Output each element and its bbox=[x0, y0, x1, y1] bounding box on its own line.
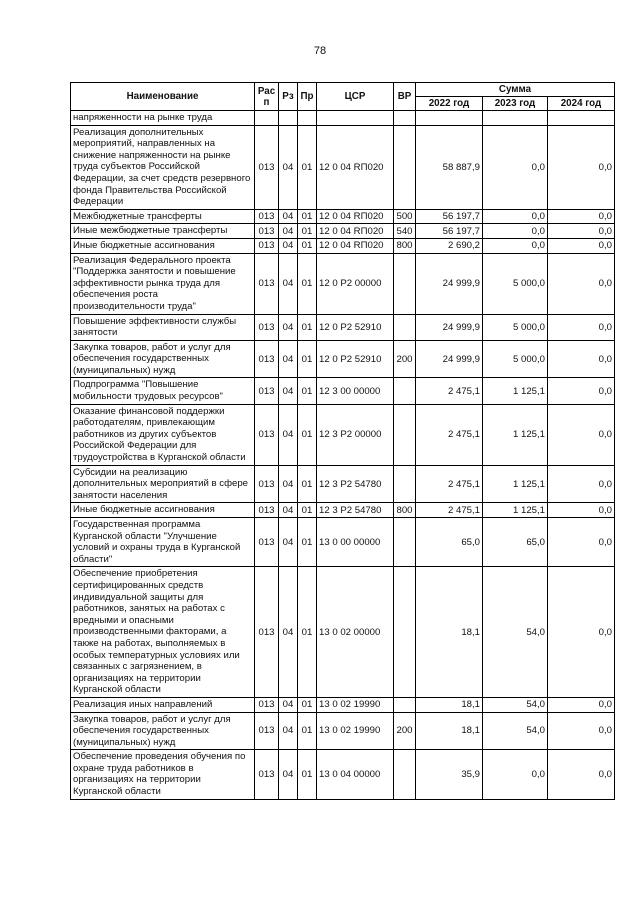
cell-sum-2023: 1 125,1 bbox=[483, 404, 548, 465]
cell-sum-2022: 24 999,9 bbox=[416, 253, 483, 314]
cell-sum-2023: 1 125,1 bbox=[483, 503, 548, 518]
table-row bbox=[71, 378, 615, 404]
cell-pr: 01 bbox=[298, 253, 317, 314]
cell-name: Реализация иных направлений bbox=[71, 697, 255, 712]
cell-ras: 013 bbox=[255, 378, 279, 404]
cell-rz: 04 bbox=[279, 224, 298, 239]
cell-vr bbox=[394, 253, 416, 314]
cell-pr: 01 bbox=[298, 209, 317, 224]
cell-sum-2023: 54,0 bbox=[483, 697, 548, 712]
cell-rz: 04 bbox=[279, 503, 298, 518]
cell-rz: 04 bbox=[279, 314, 298, 340]
cell-pr: 01 bbox=[298, 697, 317, 712]
cell-rz: 04 bbox=[279, 567, 298, 698]
table-row bbox=[71, 712, 615, 750]
cell-rz: 04 bbox=[279, 712, 298, 750]
cell-rz: 04 bbox=[279, 125, 298, 209]
cell-sum-2024: 0,0 bbox=[548, 712, 615, 750]
cell-ras: 013 bbox=[255, 314, 279, 340]
cell-csr: 12 0 04 RП020 bbox=[317, 238, 394, 253]
cell-csr: 13 0 00 00000 bbox=[317, 518, 394, 567]
cell-name: Обеспечение проведения обучения по охране труда работников в организациях на территории Курганской области bbox=[71, 750, 255, 799]
cell-sum-2024: 0,0 bbox=[548, 503, 615, 518]
header-csr: ЦСР bbox=[317, 83, 394, 111]
table-row bbox=[71, 567, 615, 698]
cell-rz: 04 bbox=[279, 378, 298, 404]
cell-name: Иные бюджетные ассигнования bbox=[71, 503, 255, 518]
cell-ras: 013 bbox=[255, 712, 279, 750]
cell-vr: 800 bbox=[394, 238, 416, 253]
cell-sum-2022 bbox=[416, 111, 483, 126]
cell-csr: 12 0 P2 52910 bbox=[317, 314, 394, 340]
cell-csr: 12 3 P2 54780 bbox=[317, 503, 394, 518]
cell-name: Реализация Федерального проекта "Поддержка занятости и повышение эффективности рынка труда для обеспечения роста производительности труда" bbox=[71, 253, 255, 314]
cell-sum-2024: 0,0 bbox=[548, 378, 615, 404]
cell-rz: 04 bbox=[279, 697, 298, 712]
cell-csr bbox=[317, 111, 394, 126]
cell-rz: 04 bbox=[279, 404, 298, 465]
cell-name: Оказание финансовой поддержки работодателям, привлекающим работников из других субъектов Российской Федерации для трудоустройства в Курганской области bbox=[71, 404, 255, 465]
cell-name: Иные межбюджетные трансферты bbox=[71, 224, 255, 239]
cell-sum-2022: 2 475,1 bbox=[416, 503, 483, 518]
table-row bbox=[71, 465, 615, 503]
cell-ras: 013 bbox=[255, 465, 279, 503]
header-ras: Рас п bbox=[255, 83, 279, 111]
cell-sum-2022: 65,0 bbox=[416, 518, 483, 567]
cell-ras: 013 bbox=[255, 340, 279, 378]
cell-csr: 13 0 04 00000 bbox=[317, 750, 394, 799]
cell-sum-2022: 18,1 bbox=[416, 712, 483, 750]
cell-csr: 12 0 P2 00000 bbox=[317, 253, 394, 314]
cell-sum-2023: 0,0 bbox=[483, 125, 548, 209]
cell-sum-2023: 1 125,1 bbox=[483, 465, 548, 503]
table-row bbox=[71, 314, 615, 340]
cell-sum-2023: 0,0 bbox=[483, 224, 548, 239]
cell-sum-2023: 0,0 bbox=[483, 209, 548, 224]
cell-name: Подпрограмма "Повышение мобильности трудовых ресурсов" bbox=[71, 378, 255, 404]
table-header bbox=[71, 83, 615, 111]
cell-pr: 01 bbox=[298, 125, 317, 209]
header-pr: Пр bbox=[298, 83, 317, 111]
cell-vr: 800 bbox=[394, 503, 416, 518]
cell-ras: 013 bbox=[255, 404, 279, 465]
table-row bbox=[71, 125, 615, 209]
cell-csr: 12 3 00 00000 bbox=[317, 378, 394, 404]
cell-sum-2022: 2 475,1 bbox=[416, 404, 483, 465]
cell-ras: 013 bbox=[255, 224, 279, 239]
cell-pr bbox=[298, 111, 317, 126]
cell-csr: 12 0 04 RП020 bbox=[317, 209, 394, 224]
cell-vr bbox=[394, 465, 416, 503]
cell-csr: 12 3 P2 00000 bbox=[317, 404, 394, 465]
cell-rz: 04 bbox=[279, 209, 298, 224]
cell-rz: 04 bbox=[279, 238, 298, 253]
cell-name: напряженности на рынке труда bbox=[71, 111, 255, 126]
cell-sum-2024: 0,0 bbox=[548, 340, 615, 378]
header-year-2022: 2022 год bbox=[416, 97, 483, 111]
cell-sum-2022: 58 887,9 bbox=[416, 125, 483, 209]
table-row bbox=[71, 518, 615, 567]
cell-sum-2024: 0,0 bbox=[548, 209, 615, 224]
cell-rz bbox=[279, 111, 298, 126]
cell-sum-2024: 0,0 bbox=[548, 253, 615, 314]
cell-ras: 013 bbox=[255, 238, 279, 253]
cell-pr: 01 bbox=[298, 750, 317, 799]
cell-sum-2022: 2 475,1 bbox=[416, 465, 483, 503]
cell-sum-2022: 24 999,9 bbox=[416, 314, 483, 340]
page-number: 78 bbox=[313, 45, 327, 57]
cell-pr: 01 bbox=[298, 340, 317, 378]
cell-vr bbox=[394, 518, 416, 567]
cell-pr: 01 bbox=[298, 518, 317, 567]
cell-vr bbox=[394, 111, 416, 126]
cell-vr bbox=[394, 404, 416, 465]
cell-sum-2024: 0,0 bbox=[548, 750, 615, 799]
cell-name: Повышение эффективности службы занятости bbox=[71, 314, 255, 340]
cell-vr bbox=[394, 567, 416, 698]
table-body bbox=[71, 111, 615, 800]
budget-table bbox=[70, 82, 615, 800]
cell-csr: 12 0 04 RП020 bbox=[317, 125, 394, 209]
cell-vr bbox=[394, 750, 416, 799]
cell-vr: 500 bbox=[394, 209, 416, 224]
cell-vr: 200 bbox=[394, 712, 416, 750]
cell-vr bbox=[394, 314, 416, 340]
cell-sum-2022: 18,1 bbox=[416, 697, 483, 712]
cell-name: Закупка товаров, работ и услуг для обеспечения государственных (муниципальных) нужд bbox=[71, 340, 255, 378]
table-row bbox=[71, 111, 615, 126]
cell-name: Закупка товаров, работ и услуг для обеспечения государственных (муниципальных) нужд bbox=[71, 712, 255, 750]
header-rz: Рз bbox=[279, 83, 298, 111]
cell-sum-2022: 2 690,2 bbox=[416, 238, 483, 253]
table-row bbox=[71, 697, 615, 712]
cell-rz: 04 bbox=[279, 750, 298, 799]
cell-sum-2022: 56 197,7 bbox=[416, 209, 483, 224]
cell-pr: 01 bbox=[298, 567, 317, 698]
cell-ras: 013 bbox=[255, 503, 279, 518]
cell-ras: 013 bbox=[255, 750, 279, 799]
cell-sum-2024: 0,0 bbox=[548, 314, 615, 340]
table-row bbox=[71, 209, 615, 224]
cell-sum-2022: 56 197,7 bbox=[416, 224, 483, 239]
cell-name: Иные бюджетные ассигнования bbox=[71, 238, 255, 253]
cell-name: Межбюджетные трансферты bbox=[71, 209, 255, 224]
cell-ras: 013 bbox=[255, 125, 279, 209]
cell-pr: 01 bbox=[298, 314, 317, 340]
cell-pr: 01 bbox=[298, 238, 317, 253]
cell-sum-2023: 65,0 bbox=[483, 518, 548, 567]
header-sum: Сумма bbox=[416, 83, 615, 97]
cell-sum-2023: 1 125,1 bbox=[483, 378, 548, 404]
header-year-2023: 2023 год bbox=[483, 97, 548, 111]
cell-sum-2024: 0,0 bbox=[548, 404, 615, 465]
cell-sum-2023: 5 000,0 bbox=[483, 314, 548, 340]
cell-sum-2023: 5 000,0 bbox=[483, 340, 548, 378]
cell-sum-2023: 54,0 bbox=[483, 712, 548, 750]
cell-ras: 013 bbox=[255, 567, 279, 698]
cell-rz: 04 bbox=[279, 518, 298, 567]
cell-ras: 013 bbox=[255, 518, 279, 567]
cell-csr: 12 0 P2 52910 bbox=[317, 340, 394, 378]
cell-name: Реализация дополнительных мероприятий, направленных на снижение напряженности на рынке труда субъектов Российской Федерации, за счет средств резервного фонда Правительства Российской Федерации bbox=[71, 125, 255, 209]
cell-ras: 013 bbox=[255, 253, 279, 314]
cell-sum-2024: 0,0 bbox=[548, 518, 615, 567]
cell-sum-2024: 0,0 bbox=[548, 465, 615, 503]
cell-sum-2022: 18,1 bbox=[416, 567, 483, 698]
cell-sum-2023 bbox=[483, 111, 548, 126]
cell-vr bbox=[394, 125, 416, 209]
cell-rz: 04 bbox=[279, 465, 298, 503]
cell-sum-2022: 24 999,9 bbox=[416, 340, 483, 378]
cell-sum-2024: 0,0 bbox=[548, 567, 615, 698]
cell-sum-2023: 0,0 bbox=[483, 750, 548, 799]
table-row bbox=[71, 404, 615, 465]
table-row bbox=[71, 224, 615, 239]
cell-ras bbox=[255, 111, 279, 126]
header-vr: ВР bbox=[394, 83, 416, 111]
cell-ras: 013 bbox=[255, 697, 279, 712]
cell-vr bbox=[394, 378, 416, 404]
cell-sum-2024: 0,0 bbox=[548, 125, 615, 209]
cell-sum-2023: 54,0 bbox=[483, 567, 548, 698]
cell-pr: 01 bbox=[298, 503, 317, 518]
table-row bbox=[71, 503, 615, 518]
cell-name: Обеспечение приобретения сертифицированных средств индивидуальной защиты для работников, занятых на работах с вредными и опасными производственными факторами, а также на работах, выполняемых в особых температурных условиях или связанных с загрязнением, в организациях на территории Курганской области bbox=[71, 567, 255, 698]
cell-sum-2022: 2 475,1 bbox=[416, 378, 483, 404]
cell-pr: 01 bbox=[298, 378, 317, 404]
cell-pr: 01 bbox=[298, 465, 317, 503]
cell-vr: 200 bbox=[394, 340, 416, 378]
cell-ras: 013 bbox=[255, 209, 279, 224]
cell-csr: 12 0 04 RП020 bbox=[317, 224, 394, 239]
table-row bbox=[71, 253, 615, 314]
cell-sum-2023: 5 000,0 bbox=[483, 253, 548, 314]
cell-sum-2023: 0,0 bbox=[483, 238, 548, 253]
cell-pr: 01 bbox=[298, 404, 317, 465]
cell-csr: 12 3 P2 54780 bbox=[317, 465, 394, 503]
cell-rz: 04 bbox=[279, 253, 298, 314]
cell-sum-2024: 0,0 bbox=[548, 224, 615, 239]
cell-csr: 13 0 02 19990 bbox=[317, 712, 394, 750]
cell-name: Государственная программа Курганской области "Улучшение условий и охраны труда в Курганской области" bbox=[71, 518, 255, 567]
cell-sum-2024: 0,0 bbox=[548, 238, 615, 253]
cell-sum-2024 bbox=[548, 111, 615, 126]
cell-pr: 01 bbox=[298, 224, 317, 239]
table-row bbox=[71, 750, 615, 799]
cell-csr: 13 0 02 19990 bbox=[317, 697, 394, 712]
cell-csr: 13 0 02 00000 bbox=[317, 567, 394, 698]
cell-vr bbox=[394, 697, 416, 712]
header-year-2024: 2024 год bbox=[548, 97, 615, 111]
cell-pr: 01 bbox=[298, 712, 317, 750]
cell-vr: 540 bbox=[394, 224, 416, 239]
header-name: Наименование bbox=[71, 83, 255, 111]
table-row bbox=[71, 340, 615, 378]
cell-sum-2022: 35,9 bbox=[416, 750, 483, 799]
cell-sum-2024: 0,0 bbox=[548, 697, 615, 712]
cell-rz: 04 bbox=[279, 340, 298, 378]
table-row bbox=[71, 238, 615, 253]
cell-name: Субсидии на реализацию дополнительных мероприятий в сфере занятости населения bbox=[71, 465, 255, 503]
